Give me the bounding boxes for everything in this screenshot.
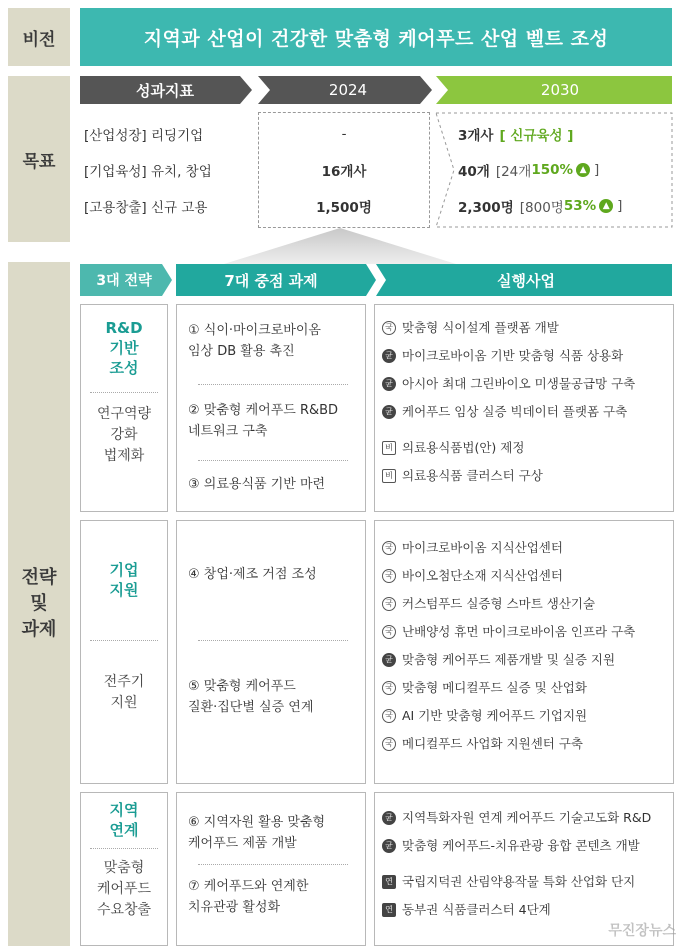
strategy-1-subtitle: 연구역량 강화 법제화 — [96, 406, 152, 464]
goals-label: 목표 — [8, 76, 70, 242]
strategy-2-subtitle: 전주기 지원 — [103, 674, 145, 711]
tasks-2-box — [176, 520, 366, 784]
header-2024: 2024 — [328, 81, 368, 99]
project-1-5: 비 의료용식품법(안) 제정 — [382, 434, 672, 462]
national-badge-icon: 국 — [382, 737, 396, 751]
task-5: ⑤ 맞춤형 케어푸드 질환·집단별 실증 연계 — [188, 679, 314, 715]
goal-2030-3 — [458, 188, 670, 224]
task-4: ④ 창업·제조 거점 조성 — [188, 567, 317, 582]
goal-2030-1-value: 3개사 — [458, 128, 494, 144]
goal-indicator-1: [산업성장] 리딩기업 — [84, 128, 204, 144]
national-badge-icon: 국 — [382, 709, 396, 723]
project-3-3: 연 국립지덕권 산림약용작물 특화 산업화 단지 — [382, 868, 672, 896]
vision-label: 비전 — [8, 8, 70, 66]
project-1-1: 국 맞춤형 식이설계 플랫폼 개발 — [382, 314, 672, 342]
goal-2030-3-note: [800명 — [519, 200, 564, 216]
project-3-1: 균 지역특화자원 연계 케어푸드 기술고도화 R&D — [382, 804, 672, 832]
balance-badge-icon: 균 — [382, 839, 396, 853]
goal-2030-2-value: 40개 — [458, 164, 490, 180]
goal-2024-3: 1,500명 — [316, 200, 372, 216]
strategy-label: 전략 및 과제 — [8, 262, 70, 946]
project-2-7: 국 AI 기반 맞춤형 케어푸드 기업지원 — [382, 702, 672, 730]
national-badge-icon: 국 — [382, 597, 396, 611]
up-arrow-icon: ▲ — [576, 163, 590, 177]
watermark: 무진장뉴스 — [608, 923, 676, 939]
national-badge-icon: 국 — [382, 569, 396, 583]
header-indicator: 성과지표 — [136, 81, 194, 100]
project-2-4: 국 난배양성 휴먼 마이크로바이옴 인프라 구축 — [382, 618, 672, 646]
goal-2030-2 — [458, 152, 670, 188]
national-badge-icon: 국 — [382, 321, 396, 335]
project-3-2: 균 맞춤형 케어푸드-치유관광 융합 콘텐츠 개발 — [382, 832, 672, 860]
task-1: ① 식이·마이크로바이옴 임상 DB 활용 촉진 — [188, 323, 321, 359]
vision-text: 지역과 산업이 건강한 맞춤형 케어푸드 산업 벨트 조성 — [80, 8, 672, 66]
triangle-pointer — [220, 228, 460, 264]
non-budget-badge-icon: 비 — [382, 441, 396, 455]
goal-2030-3-close: ] — [617, 198, 623, 214]
project-2-1: 국 마이크로바이옴 지식산업센터 — [382, 534, 672, 562]
balance-badge-icon: 균 — [382, 405, 396, 419]
linked-badge-icon: 연 — [382, 903, 396, 917]
goal-2030-1-note: [ 신규육성 ] — [499, 128, 574, 144]
balance-badge-icon: 균 — [382, 377, 396, 391]
project-1-3: 균 아시아 최대 그린바이오 미생물공급망 구축 — [382, 370, 672, 398]
balance-badge-icon: 균 — [382, 653, 396, 667]
header-2030: 2030 — [540, 81, 580, 99]
goal-2030-3-growth: 53% — [563, 198, 597, 214]
up-arrow-icon: ▲ — [599, 199, 613, 213]
goal-2030-3-value: 2,300명 — [458, 200, 514, 216]
project-3-4: 연 동부권 식품클러스터 4단계 — [382, 896, 672, 924]
balance-badge-icon: 균 — [382, 811, 396, 825]
strategy-3-subtitle: 맞춤형 케어푸드 수요창출 — [96, 860, 152, 918]
task-6: ⑥ 지역자원 활용 맞춤형 케어푸드 제품 개발 — [188, 815, 326, 851]
header-tasks: 7대 중점 과제 — [224, 271, 318, 290]
project-1-4: 균 케어푸드 임상 실증 빅데이터 플랫폼 구축 — [382, 398, 672, 426]
strategy-1-title: R&D 기반 조성 — [105, 319, 143, 377]
goal-2030-2-close: ] — [594, 162, 600, 178]
project-2-6: 국 맞춤형 메디컬푸드 실증 및 산업화 — [382, 674, 672, 702]
project-2-2: 국 바이오첨단소재 지식산업센터 — [382, 562, 672, 590]
task-7: ⑦ 케어푸드와 연계한 치유관광 활성화 — [188, 879, 309, 915]
goal-2030-1 — [458, 116, 670, 152]
strategy-2-title: 기업 지원 — [109, 561, 139, 599]
national-badge-icon: 국 — [382, 541, 396, 555]
header-projects: 실행사업 — [497, 271, 555, 290]
strategy-3-title: 지역 연계 — [109, 801, 139, 839]
balance-badge-icon: 균 — [382, 349, 396, 363]
non-budget-badge-icon: 비 — [382, 469, 396, 483]
national-badge-icon: 국 — [382, 625, 396, 639]
project-2-5: 균 맞춤형 케어푸드 제품개발 및 실증 지원 — [382, 646, 672, 674]
header-strategies: 3대 전략 — [96, 273, 152, 289]
goal-2024-2: 16개사 — [321, 164, 367, 180]
task-3: ③ 의료용식품 기반 마련 — [188, 477, 326, 492]
task-2: ② 맞춤형 케어푸드 R&BD 네트워크 구축 — [188, 403, 339, 439]
project-1-6: 비 의료용식품 클러스터 구상 — [382, 462, 672, 490]
national-badge-icon: 국 — [382, 681, 396, 695]
goal-2024-1: - — [341, 126, 347, 142]
linked-badge-icon: 연 — [382, 875, 396, 889]
project-2-3: 국 커스텀푸드 실증형 스마트 생산기술 — [382, 590, 672, 618]
project-1-2: 균 마이크로바이옴 기반 맞춤형 식품 상용화 — [382, 342, 672, 370]
goal-indicator-3: [고용창출] 신규 고용 — [84, 200, 208, 216]
goal-indicator-2: [기업육성] 유치, 창업 — [84, 164, 212, 180]
goal-2030-2-growth: 150% — [531, 162, 574, 178]
project-2-8: 국 메디컬푸드 사업화 지원센터 구축 — [382, 730, 672, 758]
goal-2030-2-note: [24개 — [495, 164, 532, 180]
